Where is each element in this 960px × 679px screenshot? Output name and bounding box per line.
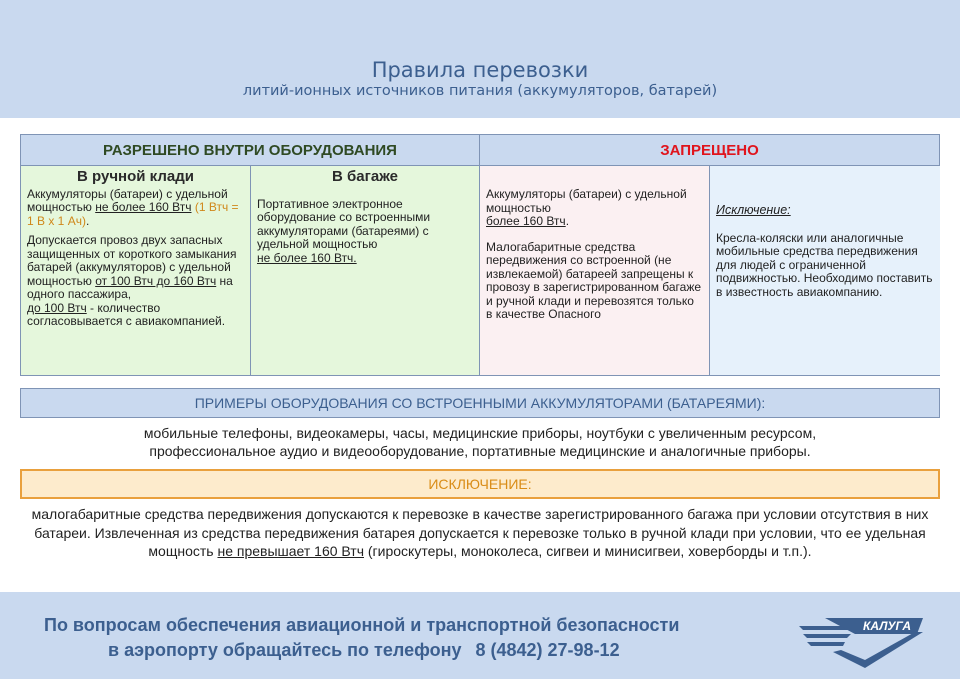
rules-table <box>20 134 940 376</box>
exception-limit: не превышает 160 Втч <box>217 543 364 559</box>
baggage-title: В багаже <box>332 168 398 185</box>
examples-line-2: профессиональное аудио и видеооборудование, портативные медицинские и аналогичные приборы. <box>149 443 811 459</box>
hand-p2-range: от 100 Втч до 160 Втч <box>95 273 217 288</box>
footer-contact-line-1: По вопросам обеспечения авиационной и транспортной безопасности <box>44 615 680 635</box>
hand-luggage-cell <box>21 166 251 375</box>
baggage-cell <box>251 166 480 375</box>
baggage-rule <box>257 198 473 266</box>
page-subtitle: литий-ионных источников питания (аккумуляторов, батарей) <box>242 83 718 99</box>
hand-p2-text: Допускается провоз двух запасных защищенных от короткого замыкания батарей (аккумуляторов) с удельной мощностью <box>27 233 237 288</box>
hand-luggage-title: В ручной клади <box>77 168 194 185</box>
exception-block-text <box>30 505 930 561</box>
logo-text: КАЛУГА <box>863 619 911 633</box>
hand-p1-text: Аккумуляторы (батареи) с удельной мощностью <box>27 186 228 214</box>
examples-text <box>20 424 940 460</box>
hand-p1-note: (1 Втч = 1 В х 1 Ач) <box>27 200 239 228</box>
forbidden-header: ЗАПРЕЩЕНО <box>480 135 939 166</box>
forbidden-rule-2: Малогабаритные средства передвижения со встроенной (не извлекаемой) батареей запрещены к провозу в зарегистрированном багаже и ручной клади и перевозятся только в качестве Опасного <box>486 239 702 321</box>
hand-p3-limit: до 100 Втч <box>27 300 87 315</box>
hand-p3-text: - количество согласовывается с авиакомпанией. <box>27 300 226 328</box>
hand-p2-end: на одного пассажира, <box>27 273 233 301</box>
exception-text: Кресла-коляски или аналогичные мобильные средства передвижения для людей с ограниченной подвижностью. Необходимо поставить в известность авиакомпанию. <box>716 230 933 299</box>
forbidden-p1-limit: более 160 Втч <box>486 214 566 228</box>
baggage-limit: не более 160 Втч. <box>257 250 357 265</box>
forbidden-cell <box>480 166 710 375</box>
hand-p1-limit: не более 160 Втч <box>95 200 192 214</box>
baggage-text: Портативное электронное оборудование со встроенными аккумуляторами (батареями) с удельной мощностью <box>257 196 431 251</box>
hand-luggage-rule-2 <box>27 234 244 329</box>
kaluga-airport-logo <box>795 612 925 672</box>
exception-text-b: (гироскутеры, моноколеса, сигвеи и минисигвеи, ховерборды и т.п.). <box>364 543 812 559</box>
footer-contact-text: в аэропорту обращайтесь по телефону <box>108 640 462 660</box>
footer-contact-line-2 <box>108 640 620 661</box>
exception-text-a: малогабаритные средства передвижения допускаются к перевозке в качестве зарегистрированного багажа при условии отсутствия в них батареи. Извлеченная из средства передвижения батарея допускается к перевозке только в ручной клади при условии, что ее удельная мощность <box>31 506 929 559</box>
examples-heading: ПРИМЕРЫ ОБОРУДОВАНИЯ СО ВСТРОЕННЫМИ АККУМУЛЯТОРАМИ (БАТАРЕЯМИ): <box>20 388 940 418</box>
forbidden-p1-text: Аккумуляторы (батареи) с удельной мощностью <box>486 187 687 215</box>
footer-phone: 8 (4842) 27-98-12 <box>475 640 620 660</box>
hand-luggage-rule-1 <box>27 188 244 229</box>
exception-heading: ИСКЛЮЧЕНИЕ: <box>20 469 940 499</box>
allowed-header: РАЗРЕШЕНО ВНУТРИ ОБОРУДОВАНИЯ <box>21 135 480 166</box>
exception-cell <box>710 166 940 375</box>
exception-label: Исключение: <box>716 203 791 217</box>
examples-line-1: мобильные телефоны, видеокамеры, часы, медицинские приборы, ноутбуки с увеличенным ресурсом, <box>143 425 817 441</box>
forbidden-p1-end: . <box>565 214 570 228</box>
hand-p1-end: . <box>85 213 90 228</box>
forbidden-rule-1 <box>486 188 703 229</box>
page-title: Правила перевозки <box>371 58 589 82</box>
